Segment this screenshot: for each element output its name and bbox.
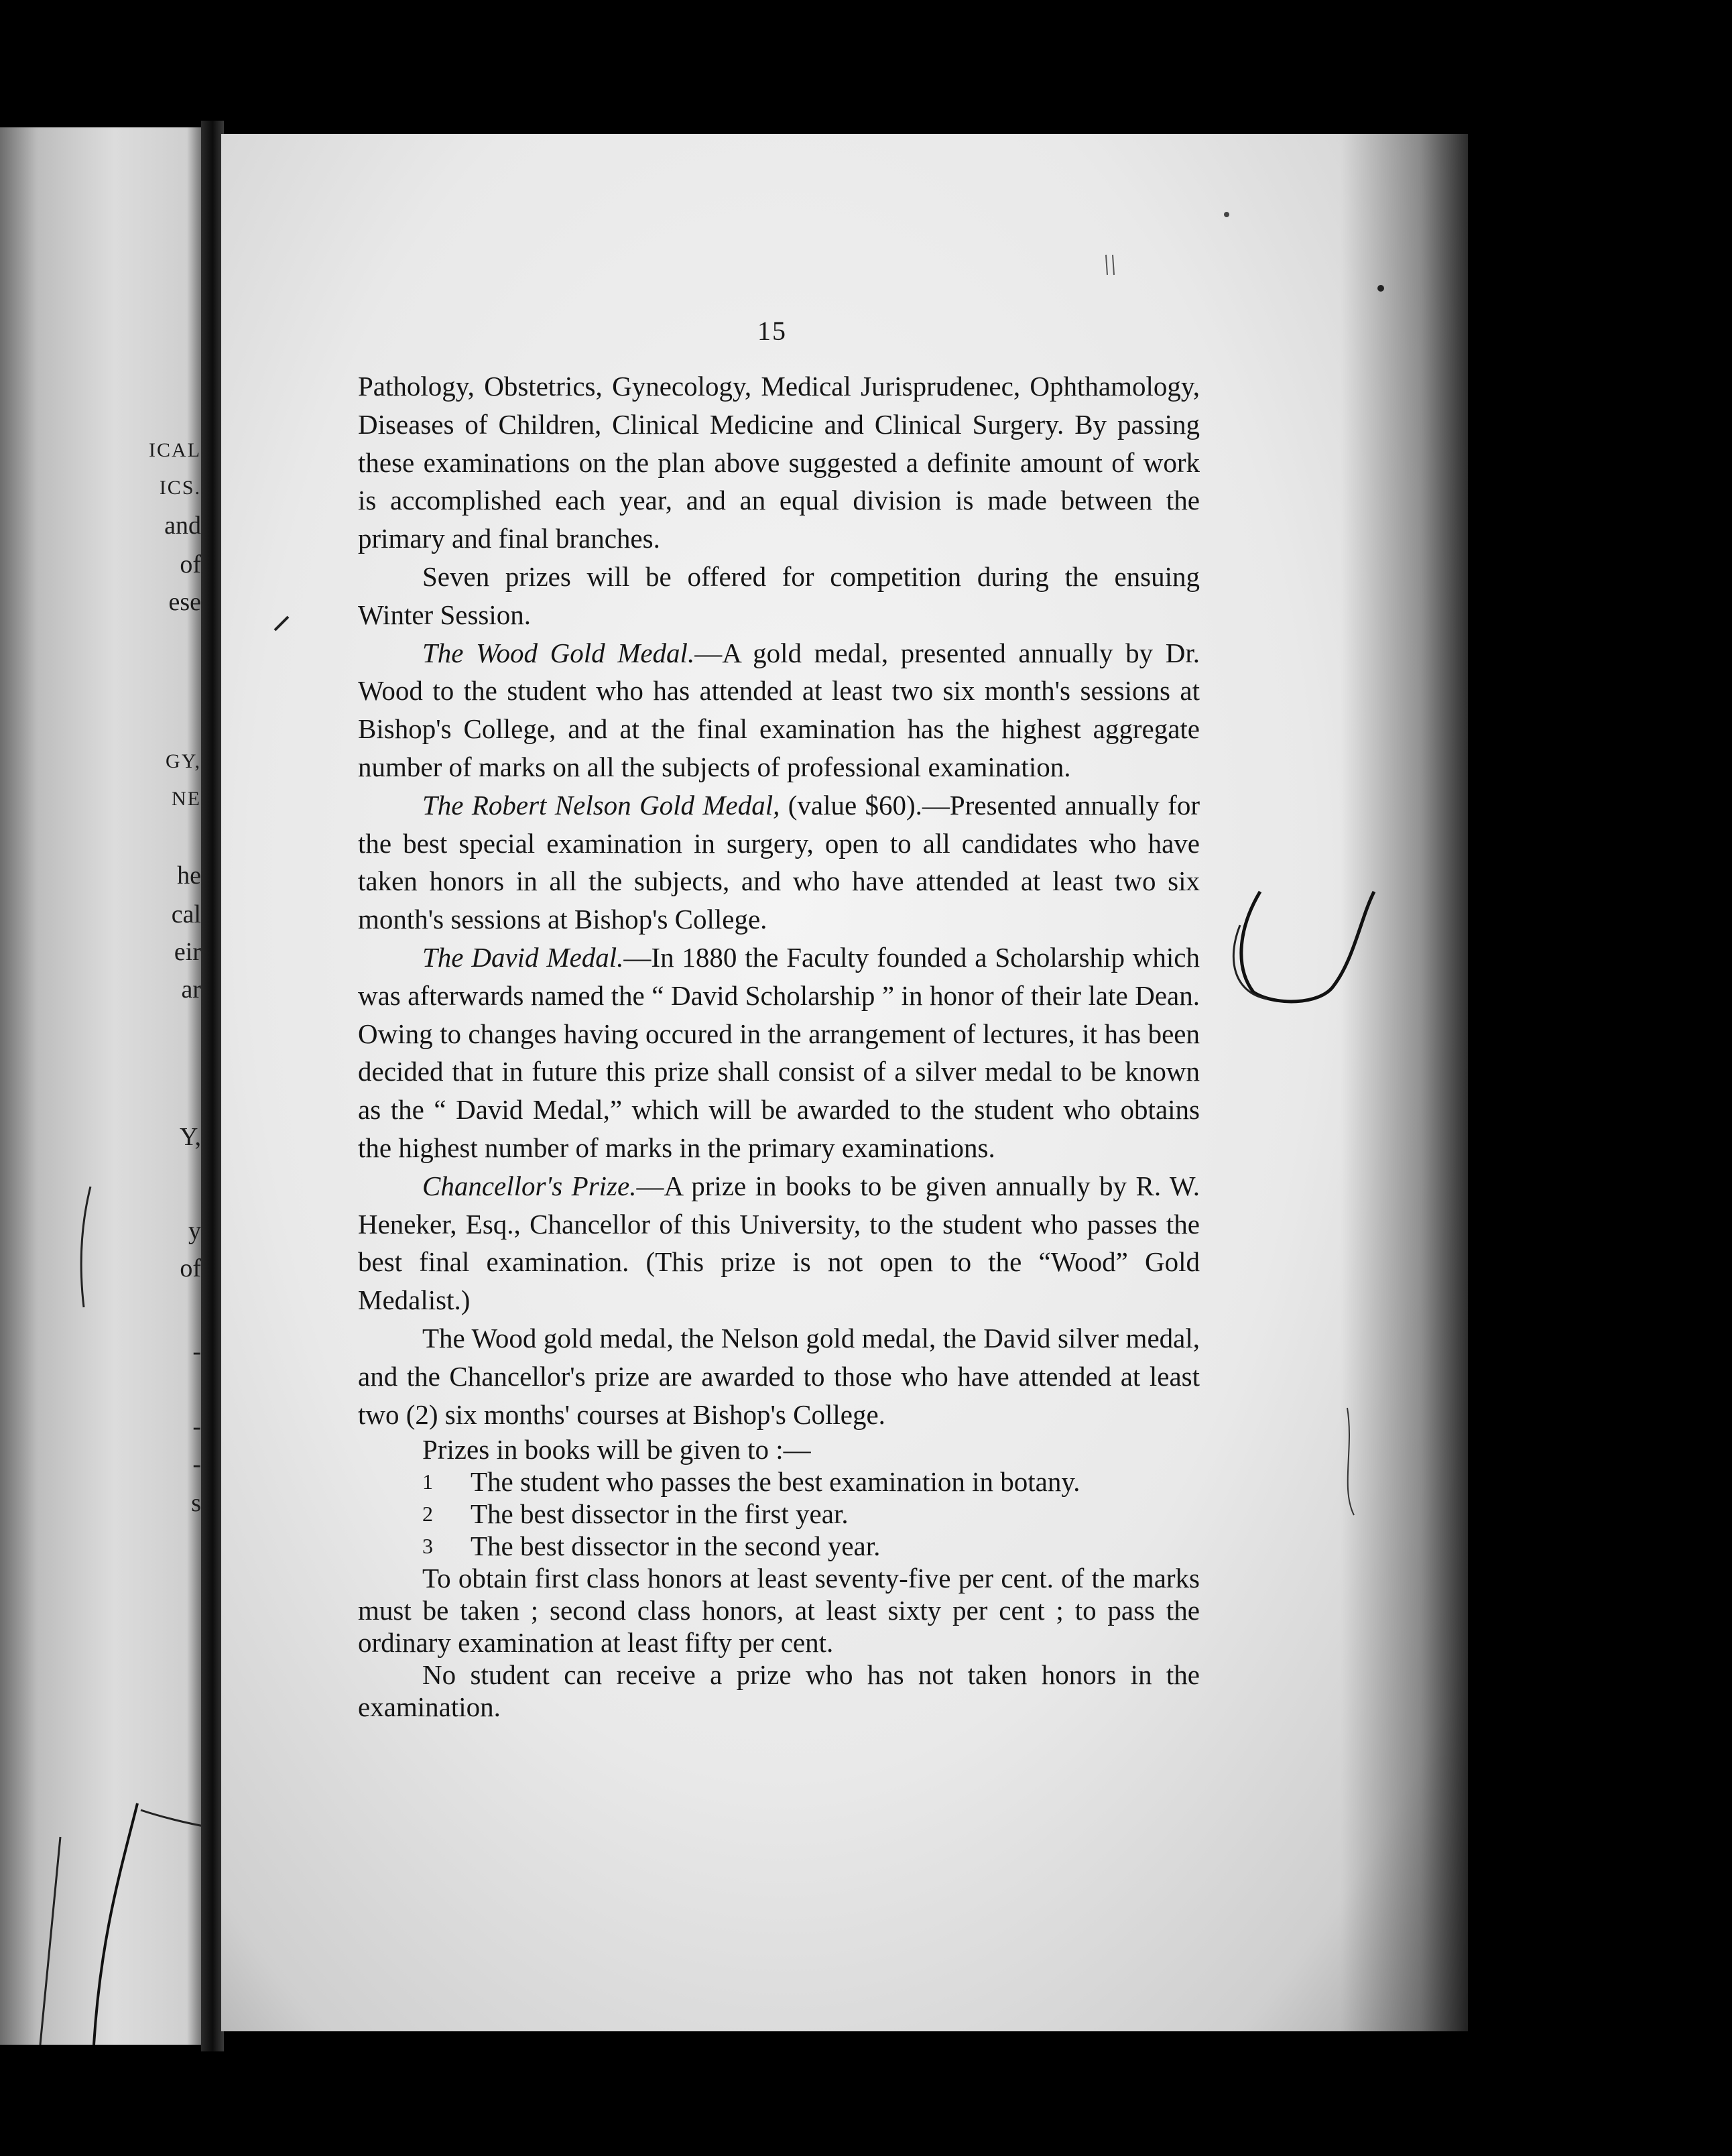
paragraph-seven-prizes: Seven prizes will be offered for competition during the ensuing Winter Session. (358, 560, 1200, 630)
left-facing-page (0, 127, 208, 2045)
left-fragment: - (192, 1337, 201, 1366)
book-prizes-intro: Prizes in books will be given to :— (422, 1434, 811, 1465)
left-fragment: GY, (166, 750, 201, 772)
list-item-number: 1 (422, 1470, 433, 1494)
list-item-text: The best dissector in the second year. (471, 1531, 881, 1562)
wood-medal-text: —A gold medal, presented annually by Dr. Wood to the student who has attended at least two six month's sessions at Bishop's College, and at the final examination has the highest aggregate number of marks on all the subjects of professional examination. (358, 637, 1200, 782)
left-fragment: Y, (179, 1123, 201, 1151)
left-page-scratches (0, 127, 208, 2045)
left-fragment: - (192, 1413, 201, 1441)
david-medal-title: The David Medal. (422, 941, 624, 973)
paragraph-no-student: No student can receive a prize who has not taken honors in the examination. (358, 1659, 1200, 1723)
left-fragment: of (180, 1254, 201, 1282)
left-fragment: eir (174, 938, 201, 966)
list-item-text: The student who passes the best examination in botany. (471, 1466, 1080, 1498)
left-fragment: he (177, 861, 201, 890)
wood-medal-title: The Wood Gold Medal. (422, 637, 695, 668)
nelson-medal-title: The Robert Nelson Gold Medal, (422, 789, 780, 821)
left-fragment: of (180, 550, 201, 579)
page-number: 15 (757, 316, 787, 346)
left-fragment: ar (181, 975, 201, 1004)
paragraph-exam-subjects: Pathology, Obstetrics, Gynecology, Medical Jurisprudenec, Ophthamology, Diseases of Children, Clinical Medicine and Clinical Surgery. By passing these examinations on the plan above suggested a definite amount of work is accomplished each year, and an equal division is made between the primary and final branches. (358, 371, 1200, 554)
left-fragment: s (191, 1489, 201, 1517)
chancellor-prize-title: Chancellor's Prize. (422, 1170, 637, 1201)
nelson-medal-text: (value $60).—Presented annually for the best special examination in surgery, open to all candidates who have taken honors in all the subjects, and who have attended at least two six month's sessions at Bishop's College. (358, 789, 1200, 935)
left-fragment: y (188, 1217, 201, 1245)
left-fragment: - (192, 1450, 201, 1478)
paragraph-honors: To obtain first class honors at least seventy-five per cent. of the marks must be taken ; second class honors, at least sixty per cent ; to pass the ordinary examination at least fifty per cent. (358, 1563, 1200, 1659)
list-item-number: 2 (422, 1502, 433, 1526)
david-medal-text: —In 1880 the Faculty founded a Scholarship which was afterwards named the “ David Scholarship ” in honor of their late Dean. Owing to changes having occured in the arrangement of lectures, it has been decided that in future this prize shall consist of a silver medal to be known as the “ David Medal,” which will be awarded to the student who obtains the highest number of marks in the primary examinations. (358, 941, 1200, 1163)
left-fragment: ese (168, 588, 201, 616)
left-fragment: ICS. (159, 477, 201, 499)
left-fragment: cal (171, 900, 201, 929)
left-fragment: NE (172, 788, 201, 810)
left-fragment: and (164, 512, 201, 540)
left-fragment: ICAL (149, 439, 201, 461)
paragraph-medal-eligibility: The Wood gold medal, the Nelson gold medal, the David silver medal, and the Chancellor's prize are awarded to those who have attended at least two (2) six months' courses at Bishop's College. (358, 1322, 1200, 1430)
chancellor-prize-text: —A prize in books to be given annually by R. W. Heneker, Esq., Chancellor of this University, to the student who passes the best final examination. (This prize is not open to the “Wood” Gold Medalist.) (358, 1170, 1200, 1316)
film-scratches (221, 134, 1468, 2031)
list-item-number: 3 (422, 1534, 433, 1559)
list-item-text: The best dissector in the first year. (471, 1498, 849, 1530)
page-gutter (201, 121, 224, 2051)
